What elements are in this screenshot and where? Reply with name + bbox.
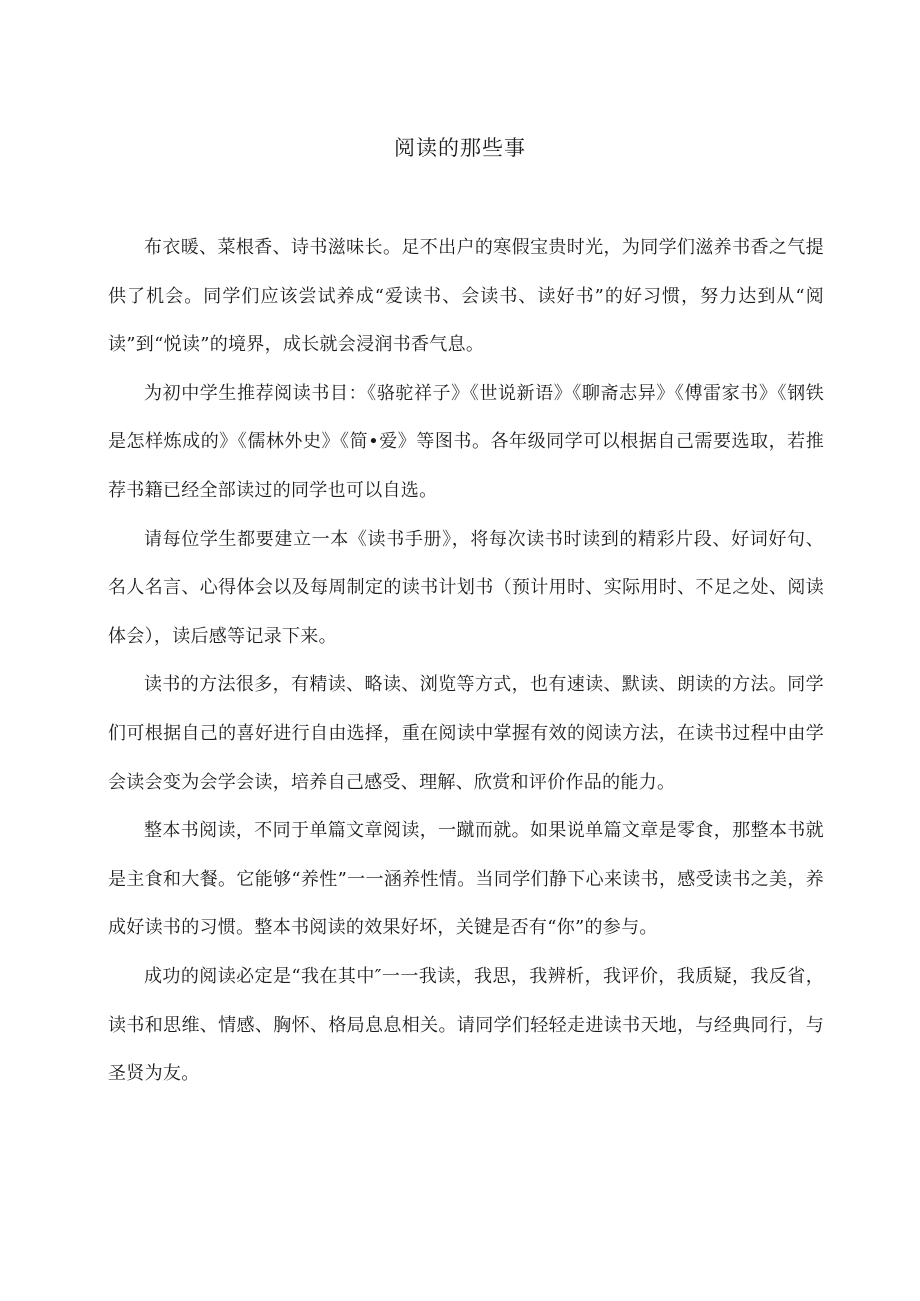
paragraph-reading-notebook: 请每位学生都要建立一本《读书手册》，将每次读书时读到的精彩片段、好词好句、名人名言、心得体会以及每周制定的读书计划书（预计用时、实际用时、不足之处、阅读体会），读后感等记录下来。 xyxy=(108,528,824,647)
paragraph-whole-book-reading: 整本书阅读，不同于单篇文章阅读，一蹴而就。如果说单篇文章是零食，那整本书就是主食和大餐。它能够“养性”一一涵养性情。当同学们静下心来读书，感受读书之美，养成好读书的习惯。整本书阅读的效果好坏，关键是否有“你”的参与。 xyxy=(108,820,824,939)
paragraph-successful-reading: 成功的阅读必定是“我在其中″一一我读，我思，我辨析，我评价，我质疑，我反省，读书和思维、情感、胸怀、格局息息相关。请同学们轻轻走进读书天地，与经典同行，与圣贤为友。 xyxy=(108,965,824,1085)
document-body xyxy=(108,224,824,1099)
paragraph-book-list: 为初中学生推荐阅读书目：《骆驼祥子》《世说新语》《聊斋志异》《傅雷家书》《钢铁是怎样炼成的》《儒林外史》《简•爱》等图书。各年级同学可以根据自己需要选取，若推荐书籍已经全部读过的同学也可以自选。 xyxy=(108,382,824,501)
document-title: 阅读的那些事 xyxy=(394,136,526,160)
paragraph-intro: 布衣暖、菜根香、诗书滋味长。足不出户的寒假宝贵时光，为同学们滋养书香之气提供了机会。同学们应该尝试养成“爱读书、会读书、读好书”的好习惯，努力达到从“阅读”到“悦读”的境界，成长就会浸润书香气息。 xyxy=(108,237,824,356)
paragraph-reading-methods: 读书的方法很多，有精读、略读、浏览等方式，也有速读、默读、朗读的方法。同学们可根据自己的喜好进行自由选择，重在阅读中掌握有效的阅读方法，在读书过程中由学会读会变为会学会读，培养自己感受、理解、欣赏和评价作品的能力。 xyxy=(108,674,824,793)
